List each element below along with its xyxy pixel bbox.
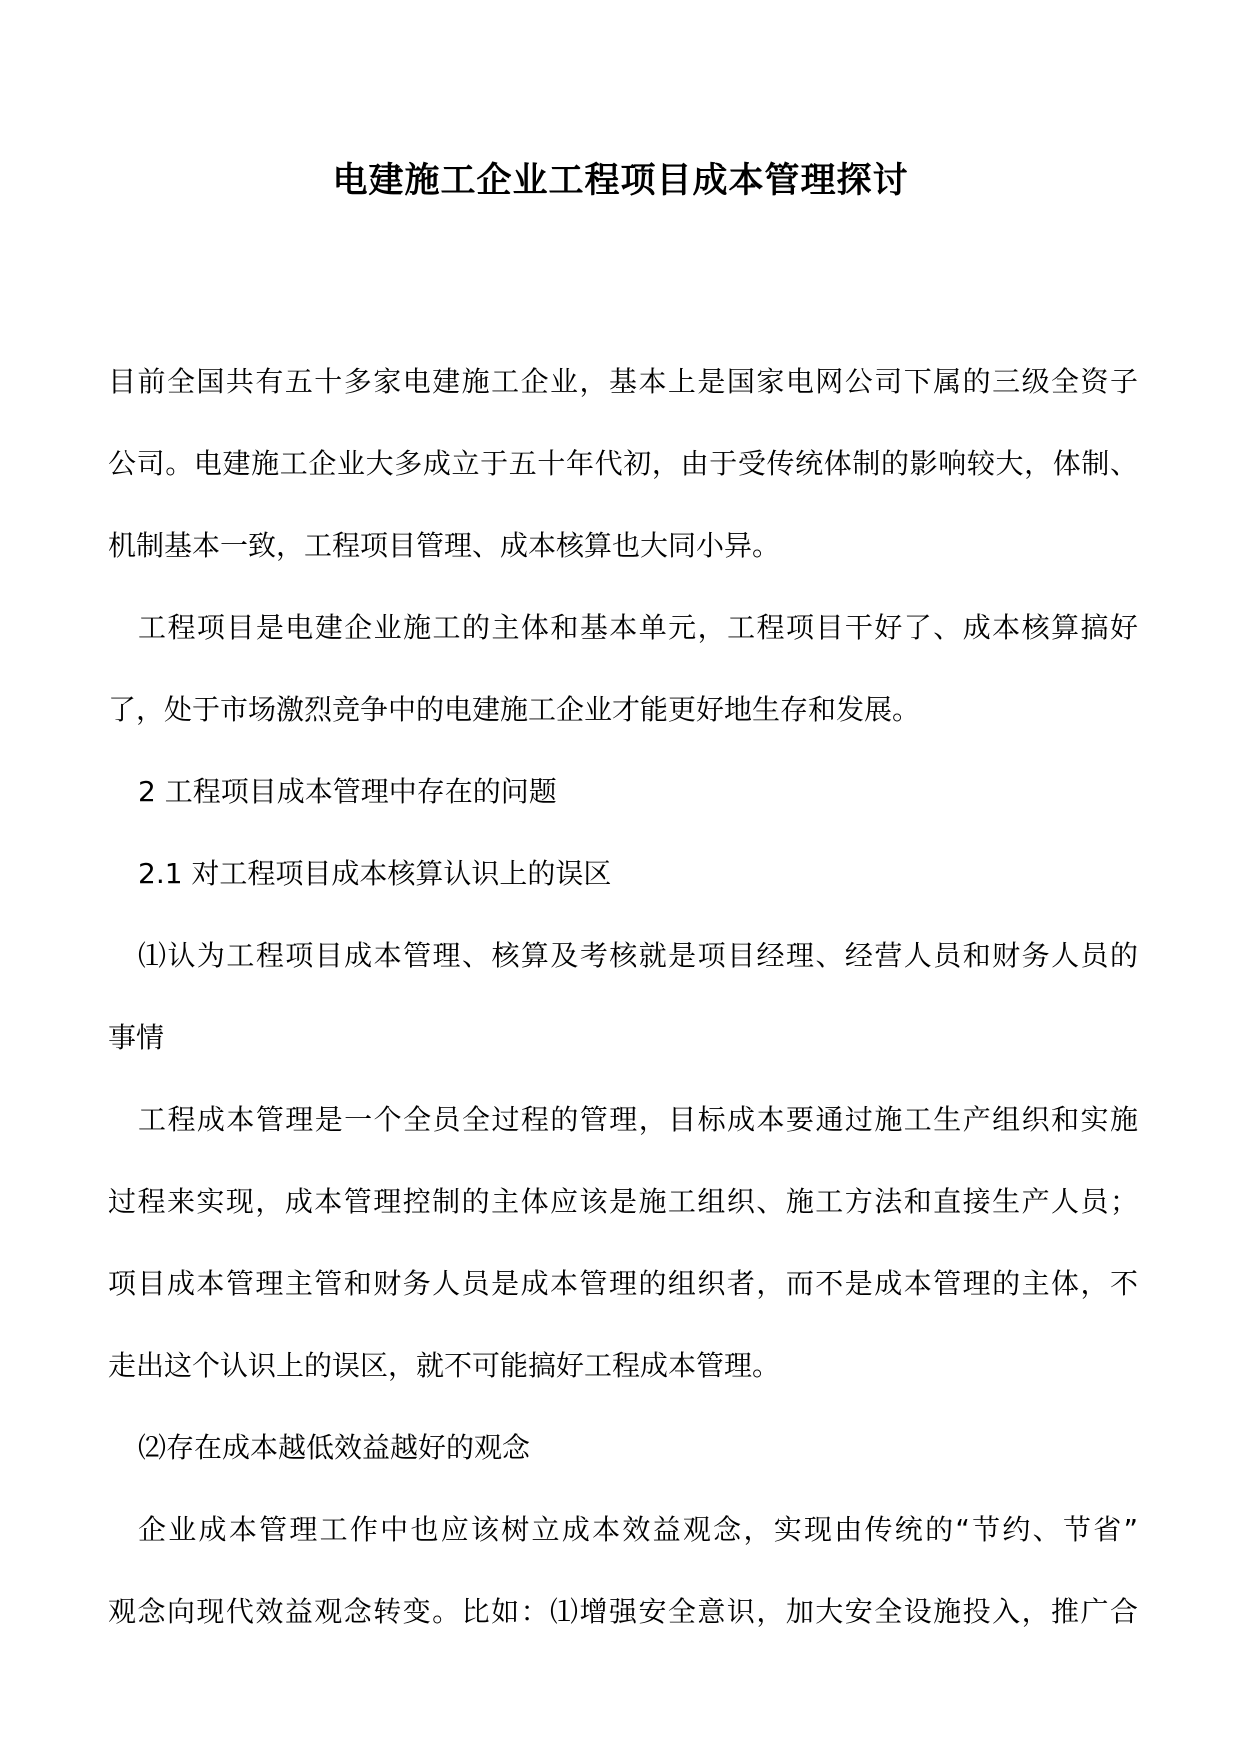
text-line: 工程项目是电建企业施工的主体和基本单元，工程项目干好了、成本核算搞好 <box>138 611 1138 644</box>
document-body <box>108 341 1138 1653</box>
text-line: 工程成本管理是一个全员全过程的管理，目标成本要通过施工生产组织和实施 <box>138 1103 1138 1136</box>
text-line: ⑴认为工程项目成本管理、核算及考核就是项目经理、经营人员和财务人员的 <box>138 939 1138 972</box>
text-line: 了，处于市场激烈竞争中的电建施工企业才能更好地生存和发展。 <box>108 693 921 726</box>
text-line: 企业成本管理工作中也应该树立成本效益观念，实现由传统的“节约、节省” <box>138 1513 1138 1546</box>
text-line: ⑵存在成本越低效益越好的观念 <box>138 1431 531 1464</box>
section-heading: 2 工程项目成本管理中存在的问题 <box>138 775 557 808</box>
text-line: 目前全国共有五十多家电建施工企业，基本上是国家电网公司下属的三级全资子 <box>108 365 1138 398</box>
text-line: 过程来实现，成本管理控制的主体应该是施工组织、施工方法和直接生产人员； <box>108 1185 1138 1218</box>
text-line: 走出这个认识上的误区，就不可能搞好工程成本管理。 <box>108 1349 781 1382</box>
document-title: 电建施工企业工程项目成本管理探讨 <box>332 161 909 201</box>
text-line: 公司。电建施工企业大多成立于五十年代初，由于受传统体制的影响较大，体制、 <box>108 447 1138 480</box>
text-line: 事情 <box>108 1021 165 1054</box>
subsection-heading: 2.1 对工程项目成本核算认识上的误区 <box>138 857 612 890</box>
text-line: 项目成本管理主管和财务人员是成本管理的组织者，而不是成本管理的主体，不 <box>108 1267 1138 1300</box>
text-line: 观念向现代效益观念转变。比如：⑴增强安全意识，加大安全设施投入，推广合 <box>108 1595 1138 1628</box>
text-line: 机制基本一致，工程项目管理、成本核算也大同小异。 <box>108 529 781 562</box>
